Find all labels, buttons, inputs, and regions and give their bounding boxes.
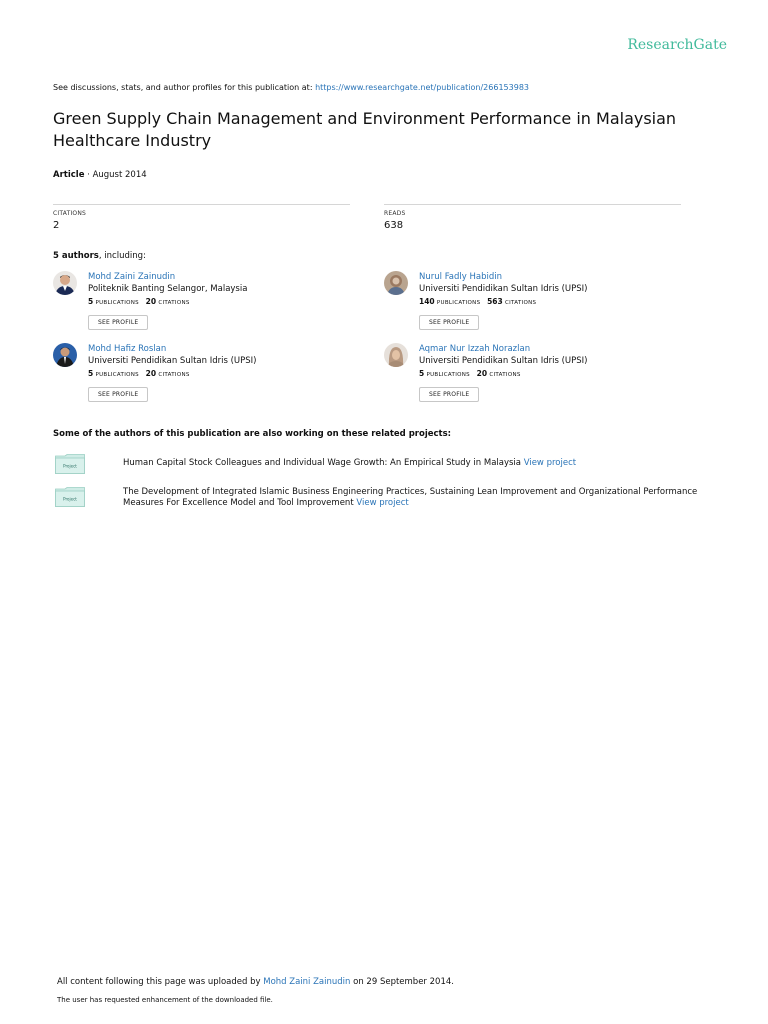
publications-label: PUBLICATIONS (95, 300, 139, 306)
author-name[interactable]: Mohd Hafiz Roslan (88, 344, 167, 354)
publications-count: 5 (88, 369, 94, 378)
publications-count: 5 (419, 369, 425, 378)
see-profile-button[interactable]: SEE PROFILE (88, 387, 148, 402)
discussion-text: See discussions, stats, and author profiles for this publication at: (53, 83, 313, 92)
project-title: The Development of Integrated Islamic Business Engineering Practices, Sustaining Lean Improvement and Organizational Performance Measures For Excellence Model and Tool Improvement (123, 487, 698, 508)
see-profile-button[interactable]: SEE PROFILE (419, 387, 479, 402)
view-project-link[interactable]: View project (523, 458, 577, 468)
person-avatar-icon (53, 271, 77, 295)
upload-suffix: on 29 September 2014. (353, 977, 454, 987)
publications-count: 140 (419, 297, 435, 306)
reads-stat (384, 204, 681, 231)
article-date: · August 2014 (87, 170, 147, 180)
avatar[interactable] (384, 343, 408, 367)
avatar[interactable] (53, 271, 77, 295)
article-type: Article (53, 170, 85, 180)
person-avatar-icon (384, 271, 408, 295)
author-stats (419, 368, 587, 381)
publications-count: 5 (88, 297, 94, 306)
citations-count: 563 (487, 297, 503, 306)
publications-label: PUBLICATIONS (436, 300, 481, 306)
article-meta (53, 170, 147, 180)
citations-count: 20 (476, 369, 488, 378)
project-icon-label: Project (63, 496, 77, 502)
publications-label: PUBLICATIONS (95, 372, 139, 378)
upload-prefix: All content following this page was uploaded by (57, 977, 261, 987)
folder-icon (55, 454, 85, 474)
authors-header (53, 251, 146, 261)
publication-url-link[interactable]: https://www.researchgate.net/publication/266153983 (315, 83, 529, 92)
project-icon-label: Project (63, 463, 77, 469)
researchgate-logo[interactable]: ResearchGate (627, 37, 727, 53)
citations-stat (53, 204, 350, 231)
citations-label: CITATIONS (158, 300, 190, 306)
avatar[interactable] (53, 343, 77, 367)
publications-label: PUBLICATIONS (426, 372, 470, 378)
author-institution: Universiti Pendidikan Sultan Idris (UPSI) (88, 356, 257, 366)
reads-label: READS (384, 210, 406, 217)
project-title: Human Capital Stock Colleagues and Individual Wage Growth: An Empirical Study in Malaysia (123, 458, 521, 468)
author-name[interactable]: Nurul Fadly Habidin (419, 272, 502, 282)
author-stats (88, 368, 256, 381)
citations-label: CITATIONS (158, 372, 190, 378)
citations-label: CITATIONS (53, 210, 87, 217)
person-avatar-icon (53, 343, 77, 367)
citations-label: CITATIONS (489, 372, 521, 378)
author-stats (88, 296, 247, 309)
see-profile-button[interactable]: SEE PROFILE (419, 315, 479, 330)
related-projects-header: Some of the authors of this publication are also working on these related projects: (53, 429, 452, 439)
upload-info (57, 977, 454, 987)
publication-title: Green Supply Chain Management and Environment Performance in Malaysian Healthcare Industry (53, 109, 677, 150)
authors-count: 5 authors (53, 251, 99, 261)
uploader-link[interactable]: Mohd Zaini Zainudin (263, 977, 351, 987)
see-profile-button[interactable]: SEE PROFILE (88, 315, 148, 330)
project-item (53, 487, 723, 511)
authors-including: , including: (98, 251, 146, 261)
folder-icon (55, 487, 85, 507)
author-stats (419, 296, 587, 309)
view-project-link[interactable]: View project (356, 498, 409, 508)
person-avatar-icon (384, 343, 408, 367)
project-item (53, 454, 723, 476)
discussion-line (53, 83, 529, 92)
citations-count: 20 (145, 297, 157, 306)
author-institution: Universiti Pendidikan Sultan Idris (UPSI) (419, 284, 588, 294)
project-description (123, 487, 723, 509)
citations-value: 2 (53, 220, 60, 231)
project-description (123, 458, 723, 469)
author-institution: Universiti Pendidikan Sultan Idris (UPSI) (419, 356, 588, 366)
citations-count: 20 (145, 369, 157, 378)
enhancement-note: The user has requested enhancement of the downloaded file. (57, 996, 273, 1004)
author-name[interactable]: Mohd Zaini Zainudin (88, 272, 176, 282)
citations-label: CITATIONS (504, 300, 537, 306)
avatar[interactable] (384, 271, 408, 295)
reads-value: 638 (384, 220, 404, 231)
author-name[interactable]: Aqmar Nur Izzah Norazlan (419, 344, 531, 354)
author-institution: Politeknik Banting Selangor, Malaysia (88, 284, 248, 294)
